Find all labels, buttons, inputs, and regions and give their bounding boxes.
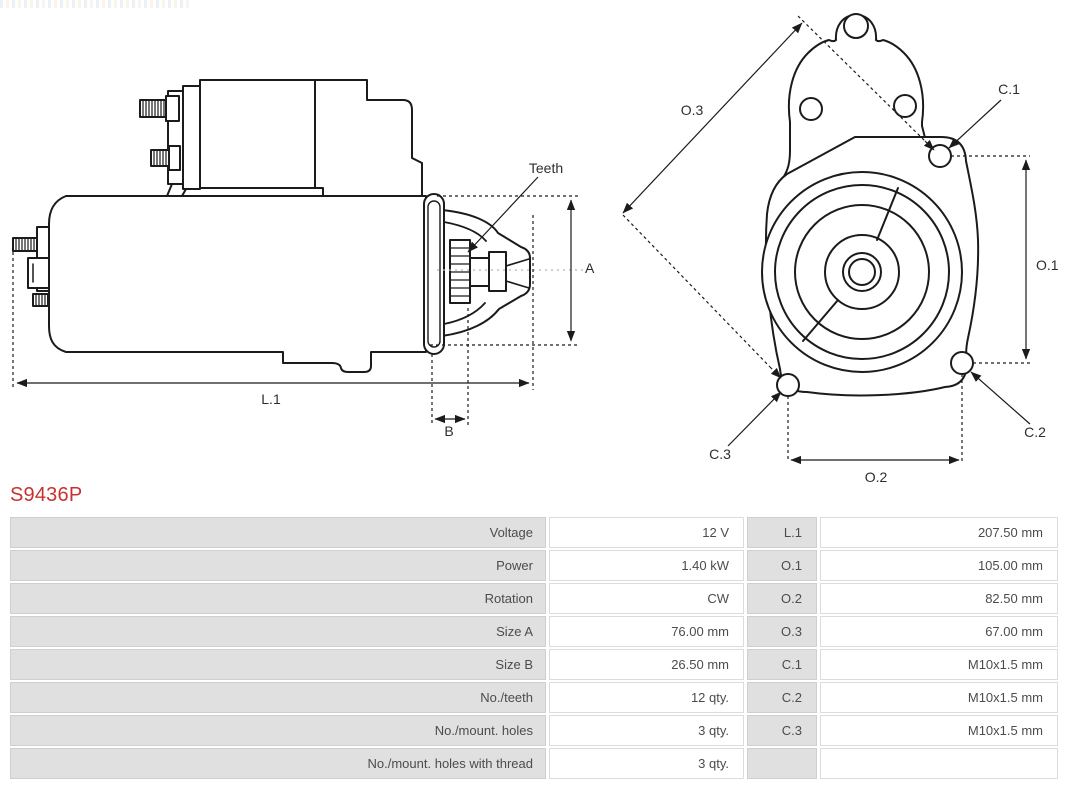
spec-dim-label: C.2 <box>747 682 817 713</box>
spec-value: 3 qty. <box>549 748 744 779</box>
label-dim-o3: O.3 <box>680 102 704 118</box>
spec-dim-label: C.1 <box>747 649 817 680</box>
label-dim-c1: C.1 <box>998 81 1020 97</box>
motor-body <box>49 196 426 372</box>
spec-label: Rotation <box>10 583 546 614</box>
spec-row <box>10 649 1058 680</box>
part-number: S9436P <box>10 484 83 506</box>
rear-nut <box>28 258 49 288</box>
spec-label: No./mount. holes with thread <box>10 748 546 779</box>
spec-row <box>10 583 1058 614</box>
label-dim-b: B <box>444 423 454 439</box>
spec-row <box>10 682 1058 713</box>
spec-value: CW <box>549 583 744 614</box>
ear-hole-top <box>844 14 868 38</box>
spec-value: 26.50 mm <box>549 649 744 680</box>
spec-label: Voltage <box>10 517 546 548</box>
spec-table <box>10 517 1058 779</box>
spec-dim-value: 82.50 mm <box>820 583 1058 614</box>
spec-dim-label: O.3 <box>747 616 817 647</box>
hole-c2 <box>951 352 973 374</box>
spec-row <box>10 748 1058 779</box>
rear-small-stud <box>33 294 48 306</box>
spec-dim-value: 105.00 mm <box>820 550 1058 581</box>
spec-row <box>10 715 1058 746</box>
hole-c1 <box>929 145 951 167</box>
label-dim-l1: L.1 <box>261 391 281 407</box>
spec-dim-value: M10x1.5 mm <box>820 682 1058 713</box>
spec-row <box>10 550 1058 581</box>
terminal-stud-upper <box>140 100 166 117</box>
spec-dim-value: M10x1.5 mm <box>820 649 1058 680</box>
label-dim-a: A <box>585 260 595 276</box>
label-dim-o1: O.1 <box>1036 257 1059 273</box>
spec-row <box>10 616 1058 647</box>
spec-dim-label <box>747 748 817 779</box>
pinion-shaft <box>470 258 491 286</box>
spec-dim-value: 67.00 mm <box>820 616 1058 647</box>
mount-flange-band <box>424 194 444 354</box>
spec-label: Size B <box>10 649 546 680</box>
solenoid-block <box>315 80 422 196</box>
spec-label: No./teeth <box>10 682 546 713</box>
label-dim-o2: O.2 <box>864 469 888 485</box>
spec-value: 12 V <box>549 517 744 548</box>
spec-value: 3 qty. <box>549 715 744 746</box>
shaft-nut <box>489 252 506 291</box>
spec-dim-label: O.1 <box>747 550 817 581</box>
label-teeth: Teeth <box>528 160 564 176</box>
spec-value: 76.00 mm <box>549 616 744 647</box>
spec-row <box>10 517 1058 548</box>
terminal-nut-upper <box>166 96 179 121</box>
terminal-nut-lower <box>169 146 180 170</box>
label-dim-c3: C.3 <box>709 446 731 462</box>
starter-side-view-drawing <box>0 0 600 460</box>
spec-label: No./mount. holes <box>10 715 546 746</box>
label-dim-c2: C.2 <box>1024 424 1046 440</box>
ear-hole-left <box>800 98 822 120</box>
solenoid-body <box>200 80 315 188</box>
starter-front-view-drawing <box>610 0 1080 490</box>
spec-dim-label: L.1 <box>747 517 817 548</box>
spec-value: 12 qty. <box>549 682 744 713</box>
spec-dim-value: 207.50 mm <box>820 517 1058 548</box>
spec-dim-label: C.3 <box>747 715 817 746</box>
spec-value: 1.40 kW <box>549 550 744 581</box>
spec-dim-label: O.2 <box>747 583 817 614</box>
solenoid-cap-inner <box>183 86 200 189</box>
spec-dim-value: M10x1.5 mm <box>820 715 1058 746</box>
spec-dim-value <box>820 748 1058 779</box>
spec-label: Power <box>10 550 546 581</box>
hub-outer <box>825 235 899 309</box>
spec-label: Size A <box>10 616 546 647</box>
